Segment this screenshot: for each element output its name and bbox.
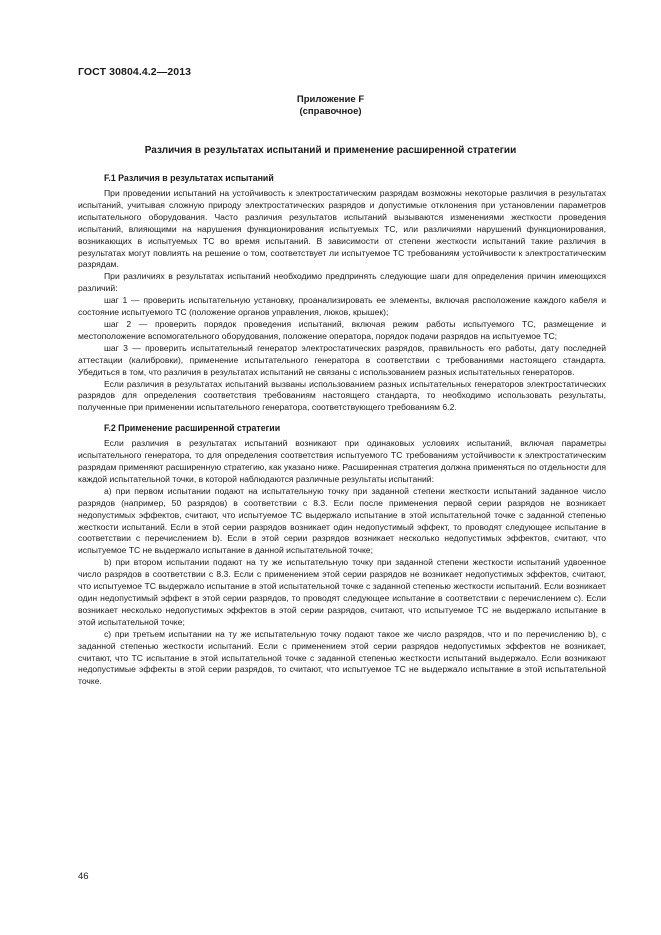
paragraph: При проведении испытаний на устойчивость к электростатическим разрядам возможны некоторые различия в результатах испытаний, учитывая сложную природу электростатических разрядов и допустимые отклонения при установлении параметров испытательного оборудования. Часто различия результатов испытаний вызываются изменениями жесткости проведения испытаний, влияющими на нарушения функционирования испытуемых ТС, или различиями нарушений функционирования, возникающих в испытуемых ТС во время испытаний. В зависимости от степени жесткости испытаний такие различия в результатах могут повлиять на решение о том, соответствует ли испытуемое ТС требованиям устойчивости к электростатическим разрядам. (78, 188, 606, 270)
appendix-note: (справочное) (299, 106, 362, 117)
section-heading: F.2 Применение расширенной стратегии (104, 423, 281, 434)
paragraph: шаг 1 — проверить испытательную установку, проанализировать ее элементы, включая расположение каждого кабеля и состояние испытуемого ТС (положение органов управления, люков, крышек); (78, 295, 606, 318)
paragraph: шаг 3 — проверить испытательный генератор электростатических разрядов, правильность его работы, дату последней аттестации (калибровки), применение испытательного генератора в соответствии с требованиями настоящего стандарта. Убедиться в том, что различия в результатах испытаний не связаны с использованием разных испытательных генераторов. (78, 342, 606, 377)
section-heading: F.1 Различия в результатах испытаний (104, 173, 274, 183)
paragraph: c) при третьем испытании на ту же испытательную точку подают такое же число разрядов, что и по перечислению b), с заданной степенью жесткости испытаний. Если с применением этой серии разрядов недопустимых эффектов не возникает, считают, что ТС испытание в этой испытательной точке с заданной степенью жесткости испытаний выдержало. Если возникают недопустимые эффекты в этой серии разрядов, то считают, что испытуемое ТС не выдержало испытание в этой испытательной точке. (78, 628, 606, 687)
document-body (78, 172, 606, 688)
paragraph: Если различия в результатах испытаний возникают при одинаковых условиях испытаний, включая параметры испытательного генератора, то для определения соответствия испытуемого ТС требованиям устойчивости к электростатическим разрядам применяют расширенную стратегию, как указано ниже. Расширенная стратегия должна применяться по отдельности для каждой испытательной точки, в которой наблюдаются различные результаты испытаний: (78, 438, 606, 484)
standard-designation: ГОСТ 30804.4.2—2013 (78, 66, 192, 78)
document-title: Различия в результатах испытаний и применение расширенной стратегии (144, 145, 517, 156)
paragraph: Если различия в результатах испытаний вызваны использованием разных испытательных генераторов электростатических разрядов для определения соответствия требованиям настоящего стандарта, то необходимо использовать результаты, полученные при применении испытательного генератора, соответствующего требованиям 6.2. (78, 378, 606, 413)
paragraph: При различиях в результатах испытаний необходимо предпринять следующие шаги для определения причин имеющихся различий: (78, 271, 606, 294)
paragraph: шаг 2 — проверить порядок проведения испытаний, включая режим работы испытуемого ТС, размещение и местоположение вспомогательного оборудования, положение оператора, порядок подачи разрядов на испытуемое ТС; (78, 318, 606, 341)
paragraph: b) при втором испытании подают на ту же испытательную точку при заданной степени жесткости испытаний удвоенное число разрядов в соответствии с 8.3. Если с применением этой серии разрядов не возникает недопустимых эффектов, считают, что испытуемое ТС выдержало испытание в этой испытательной точке с заданной степенью жесткости испытаний. Если возникает один недопустимый эффект в этой серии разрядов, то проводят следующее испытание в соответствии с перечислением c). Если возникает несколько недопустимых эффектов в этой серии разрядов, считают, что испытуемое ТС не выдержало испытание в этой испытательной точке; (78, 557, 606, 627)
paragraph: a) при первом испытании подают на испытательную точку при заданной степени жесткости испытаний заданное число разрядов (например, 50 разрядов) в соответствии с 8.3. Если после применения первой серии разрядов не возникает недопустимых эффектов, считают, что испытуемое ТС выдержало испытание в этой испытательной точке с заданной степенью жесткости испытаний. Если в этой серии разрядов возникает один недопустимый эффект, то проводят следующее испытание в соответствии с перечислением b). Если в этой серии разрядов возникает несколько недопустимых эффектов, считают, что испытуемое ТС не выдержало испытание в данной испытательной точке; (78, 485, 606, 556)
appendix-label: Приложение F (296, 94, 365, 105)
page-number: 46 (78, 871, 89, 882)
